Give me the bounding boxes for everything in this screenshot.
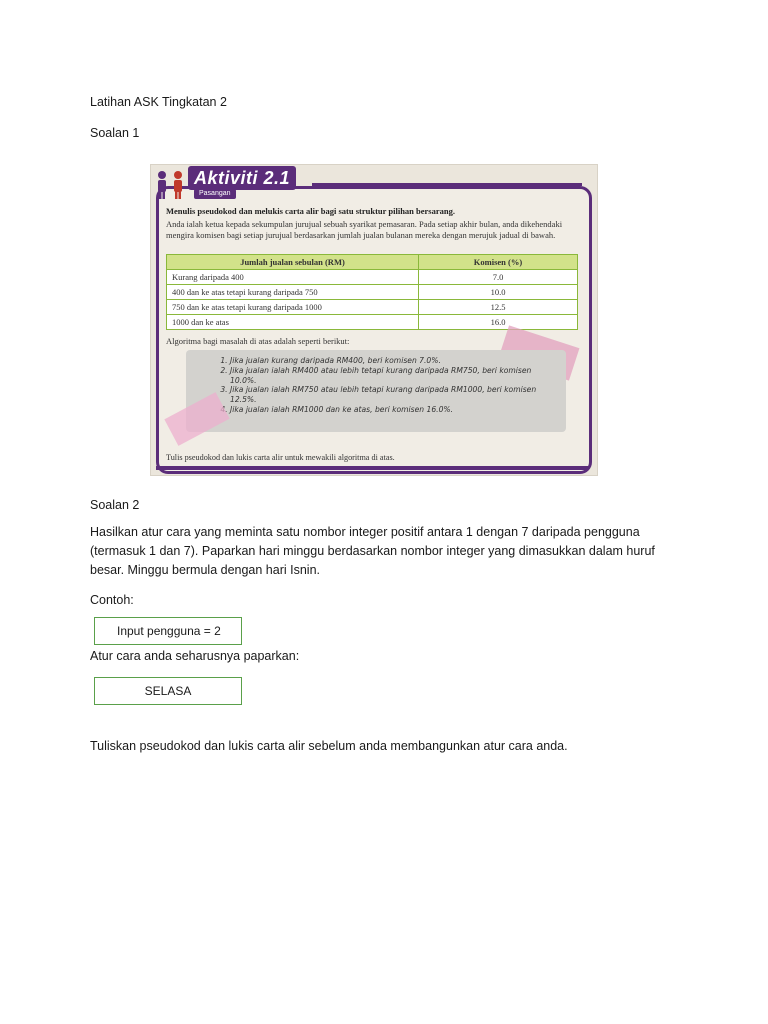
table-cell: 12.5 [419, 300, 578, 315]
activity-image [150, 164, 598, 476]
activity-tag: Pasangan [194, 189, 236, 199]
output-prompt: Atur cara anda seharusnya paparkan: [90, 649, 300, 663]
activity-task: Tulis pseudokod dan lukis carta alir untuk mewakili algoritma di atas. [166, 453, 395, 462]
activity-description: Anda ialah ketua kepada sekumpulan jurujual sebuah syarikat pemasaran. Pada setiap akhir bulan, anda dikehendaki mengira komisen bagi setiap jurujual berdasarkan jumlah jualan bulanan mereka dengan merujuk jadual di bawah. [166, 219, 563, 240]
table-row [167, 300, 578, 315]
algorithm-step: 4. Jika jualan ialah RM1000 dan ke atas, beri komisen 16.0%. [230, 405, 556, 415]
activity-title: Aktiviti 2.1 [188, 166, 296, 190]
table-cell: 16.0 [419, 315, 578, 330]
activity-bottom-bar [156, 466, 588, 470]
input-example-box: Input pengguna = 2 [94, 617, 242, 645]
question-1-heading: Soalan 1 [90, 126, 140, 140]
table-cell: Kurang daripada 400 [167, 270, 419, 285]
table-header-row [167, 255, 578, 270]
table-cell: 1000 dan ke atas [167, 315, 419, 330]
title-stroke [312, 183, 582, 186]
commission-table [166, 254, 578, 330]
column-header: Komisen (%) [419, 255, 578, 270]
table-row [167, 285, 578, 300]
final-instruction: Tuliskan pseudokod dan lukis carta alir sebelum anda membangunkan atur cara anda. [90, 739, 568, 753]
document-title: Latihan ASK Tingkatan 2 [90, 95, 227, 109]
table-cell: 7.0 [419, 270, 578, 285]
question-2-text: Hasilkan atur cara yang meminta satu nombor integer positif antara 1 dengan 7 daripada pengguna (termasuk 1 dan 7). Paparkan hari minggu berdasarkan nombor integer yang dimasukkan dalam huruf besar. Minggu bermula dengan hari Isnin. [90, 525, 655, 577]
activity-heading: Menulis pseudokod dan melukis carta alir bagi satu struktur pilihan bersarang. [166, 206, 455, 216]
algorithm-step: 1. Jika jualan kurang daripada RM400, beri komisen 7.0%. [230, 356, 556, 366]
table-cell: 400 dan ke atas tetapi kurang daripada 750 [167, 285, 419, 300]
question-2-heading: Soalan 2 [90, 498, 140, 512]
algorithm-step: 3. Jika jualan ialah RM750 atau lebih tetapi kurang daripada RM1000, beri komisen 12.5%. [230, 385, 556, 405]
table-cell: 750 dan ke atas tetapi kurang daripada 1000 [167, 300, 419, 315]
example-label: Contoh: [90, 593, 134, 607]
column-header: Jumlah jualan sebulan (RM) [167, 255, 419, 270]
output-example-box: SELASA [94, 677, 242, 705]
table-cell: 10.0 [419, 285, 578, 300]
algorithm-list [186, 350, 566, 415]
table-row [167, 270, 578, 285]
algorithm-box [186, 350, 566, 432]
algorithm-intro: Algoritma bagi masalah di atas adalah seperti berikut: [166, 336, 350, 346]
people-icon [154, 170, 186, 200]
algorithm-step: 2. Jika jualan ialah RM400 atau lebih tetapi kurang daripada RM750, beri komisen 10.0%. [230, 366, 556, 386]
